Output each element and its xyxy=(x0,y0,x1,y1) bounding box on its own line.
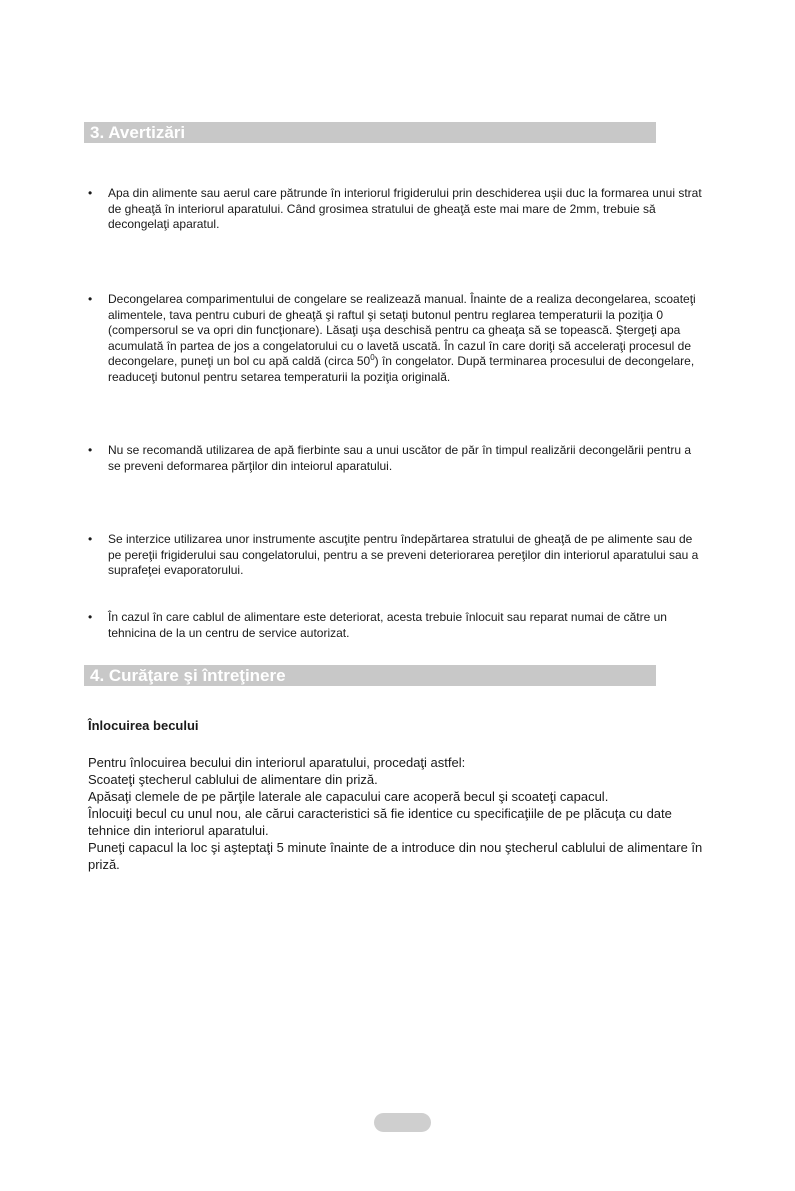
instruction-line: Înlocuiţi becul cu unul nou, ale cărui caracteristici să fie identice cu specificaţiile de pe plăcuţa cu date tehnice din interiorul aparatului. xyxy=(88,806,672,838)
instruction-line: Scoateţi ştecherul cablului de alimentare din priză. xyxy=(88,772,378,787)
warning-text: Se interzice utilizarea unor instrumente ascuţite pentru îndepărtarea stratului de gheaţă de pe alimente sau de pe pereţii frigiderului sau congelatorului, pentru a se preveni deteriorarea pereţilor din interiorul aparatului sau a suprafeţei evaporatorului. xyxy=(108,532,699,577)
warning-text: Apa din alimente sau aerul care pătrunde în interiorul frigiderului prin deschiderea uşii duc la formarea unui strat de gheaţă în interiorul aparatului. Când grosimea stratului de gheaţă este mai mare de 2mm, trebuie să decongelaţi aparatul. xyxy=(108,186,702,231)
bullet-icon: • xyxy=(88,186,93,200)
section-title: 4. Curăţare şi întreţinere xyxy=(90,666,286,685)
warning-item-5 xyxy=(88,610,702,641)
page-number-tab xyxy=(374,1113,431,1132)
section-title: 3. Avertizări xyxy=(90,123,186,142)
warning-item-2 xyxy=(88,292,702,385)
section-header-maintenance xyxy=(84,665,656,686)
warning-text-part: ) în congelator. După terminarea procesului de decongelare, readuceţi butonul pentru setarea temperaturii la poziţia originală. xyxy=(108,354,695,384)
warning-text xyxy=(108,292,702,385)
bulb-replacement-heading: Înlocuirea becului xyxy=(88,718,199,733)
warning-item-4 xyxy=(88,532,702,579)
warning-text: În cazul în care cablul de alimentare este deteriorat, acesta trebuie înlocuit sau reparat numai de către un tehnicina de la un centru de service autorizat. xyxy=(108,610,667,640)
bullet-icon: • xyxy=(88,610,93,624)
warning-item-3 xyxy=(88,443,702,474)
instruction-line: Puneţi capacul la loc şi aşteptaţi 5 minute înainte de a introduce din nou ştecherul cablului de alimentare în priză. xyxy=(88,840,703,872)
warning-text-part: Decongelarea comparimentului de congelare se realizează manual. Înainte de a realiza decongelarea, scoateţi alimentele, tava pentru cuburi de gheaţă şi raftul şi setaţi butonul pentru reglarea temperaturii la poziţia 0 (compersorul se va opri din funcţionare). Lăsaţi uşa deschisă pentru ca gheaţa să se topească. Ştergeţi apa acumulată în partea de jos a congelatorului cu o lavetă uscată. În cazul în care doriţi să acceleraţi procesul de decongelare, puneţi un bol cu apă caldă (circa 50 xyxy=(108,292,696,368)
bulb-replacement-instructions xyxy=(88,754,706,873)
bullet-icon: • xyxy=(88,443,93,457)
instruction-line: Pentru înlocuirea becului din interiorul aparatului, procedaţi astfel: xyxy=(88,755,466,770)
bullet-icon: • xyxy=(88,532,93,546)
warning-text: Nu se recomandă utilizarea de apă fierbinte sau a unui uscător de păr în timpul realizării decongelării pentru a se preveni deformarea părţilor din inteiorul aparatului. xyxy=(108,443,692,473)
degree-superscript: 0 xyxy=(370,353,375,362)
bullet-icon: • xyxy=(88,292,93,306)
section-header-warnings xyxy=(84,122,656,143)
warning-item-1 xyxy=(88,186,702,233)
instruction-line: Apăsaţi clemele de pe părţile laterale ale capacului care acoperă becul şi scoateţi capacul. xyxy=(88,789,609,804)
